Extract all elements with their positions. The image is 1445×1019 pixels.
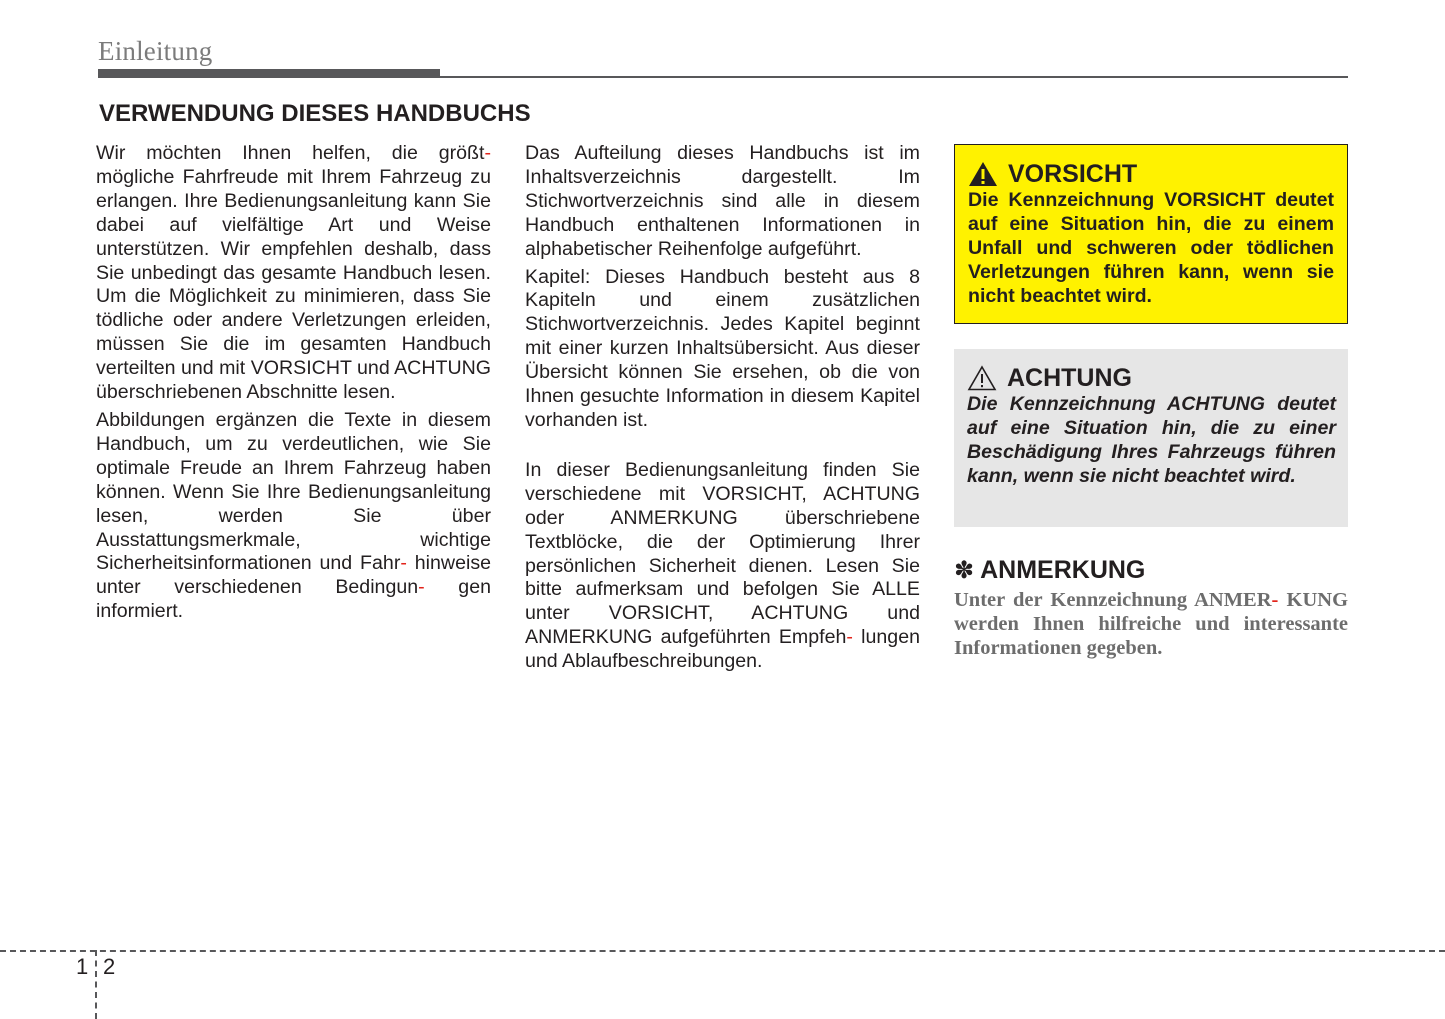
paragraph-chapters: Kapitel: Dieses Handbuch besteht aus 8 Kapiteln und einem zusätzlichen Stichwortverzeichnis. Jedes Kapitel beginnt mit einer kurzen Inhaltsübersicht. Aus dieser Übersicht können Sie ersehen, ob die von Ihnen gesuchte Information in diesem Kapitel vorhanden ist. — [525, 265, 920, 431]
note-body: Unter der Kennzeichnung ANMER- KUNG werden Ihnen hilfreiche und interessante Informationen gegeben. — [954, 589, 1349, 659]
footer-dashed-divider — [95, 950, 97, 1019]
warning-triangle-icon — [968, 161, 998, 187]
paragraph-notices: In dieser Bedienungsanleitung finden Sie verschiedene mit VORSICHT, ACHTUNG oder ANMERKUNG überschriebene Textblöcke, die der Optimierung Ihrer persönlichen Sicherheit dienen. Lesen Sie bitte aufmerksam und befolgen Sie ALLE unter VORSICHT, ACHTUNG und ANMERKUNG aufgeführten Empfeh- lungen und Ablaufbeschreibungen. — [525, 458, 920, 673]
warning-body: Die Kennzeichnung VORSICHT deutet auf eine Situation hin, die zu einem Unfall und schweren oder tödlichen Verletzungen führen kann, wenn sie nicht beachtet wird. — [968, 189, 1334, 307]
header-rule-thick — [98, 69, 440, 78]
section-title: Einleitung — [98, 36, 213, 66]
text-column-2 — [525, 142, 920, 678]
caution-body: Die Kennzeichnung ACHTUNG deutet auf eine Situation hin, die zu einer Beschädigung Ihres Fahrzeugs führen kann, wenn sie nicht beachtet wird. — [967, 393, 1336, 487]
caution-title: ACHTUNG — [967, 361, 1336, 395]
note-title: ✽ ANMERKUNG — [954, 556, 1146, 584]
page-number: 2 — [103, 954, 116, 979]
warning-title: VORSICHT — [968, 157, 1334, 191]
warning-box — [954, 144, 1348, 324]
caution-box — [954, 349, 1348, 527]
caution-triangle-icon — [967, 365, 997, 391]
chapter-number: 1 — [76, 954, 89, 979]
text-column-1 — [96, 142, 491, 628]
paragraph-intro: Wir möchten Ihnen helfen, die größt- mögliche Fahrfreude mit Ihrem Fahrzeug zu erlangen. Ihre Bedienungsanleitung kann Sie dabei auf vielfältige Art und Weise unterstützen. Wir empfehlen deshalb, dass Sie unbedingt das gesamte Handbuch lesen. Um die Möglichkeit zu minimieren, dass Sie tödliche oder andere Verletzungen erleiden, müssen Sie die im gesamten Handbuch verteilten und mit VORSICHT und ACHTUNG überschriebenen Abschnitte lesen. — [96, 142, 491, 404]
note-star-icon: ✽ — [954, 557, 975, 584]
page-heading: VERWENDUNG DIESES HANDBUCHS — [99, 100, 531, 127]
footer-dashed-rule — [0, 950, 1445, 952]
paragraph-illustrations: Abbildungen ergänzen die Texte in diesem Handbuch, um zu verdeutlichen, wie Sie optimale Freude an Ihrem Fahrzeug haben können. Wenn Sie Ihre Bedienungsanleitung lesen, werden Sie über Ausstattungsmerkmale, wichtige Sicherheitsinformationen und Fahr- hinweise unter verschiedenen Bedingun- gen informiert. — [96, 408, 492, 623]
paragraph-structure: Das Aufteilung dieses Handbuchs ist im Inhaltsverzeichnis dargestellt. Im Stichwortverzeichnis sind alle in diesem Handbuch enthaltenen Informationen in alphabetischer Reihenfolge aufgeführt. — [525, 142, 920, 260]
header-rule-thin — [440, 76, 1348, 78]
